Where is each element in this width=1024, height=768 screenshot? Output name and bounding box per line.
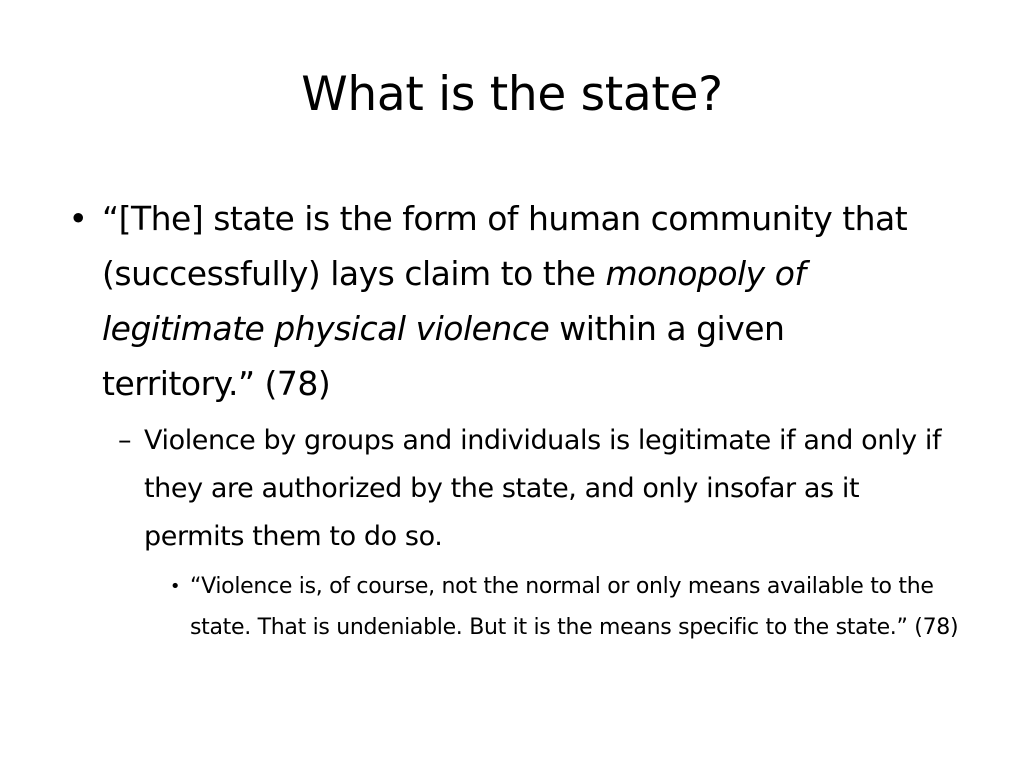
bullet-text-before: “[The] state is the form of human community that (successfully) lays claim to the — [102, 199, 908, 293]
sub-sub-bullet-text: “Violence is, of course, not the normal or only means available to the state. That is undeniable. But it is the means specific to the state.” (78) — [190, 574, 959, 640]
bullet-marker-icon: • — [169, 576, 181, 597]
sub-bullet-text: Violence by groups and individuals is legitimate if and only if they are authorized by the state, and only insofar as it permits them to do so. — [144, 425, 942, 552]
slide-title: What is the state? — [301, 67, 723, 122]
bullet-marker-icon: • — [68, 199, 88, 238]
dash-marker-icon: – — [118, 425, 132, 456]
bullet-text-after: within a given territory.” (78) — [102, 309, 785, 403]
bullet-item — [56, 191, 946, 411]
bullet-text-italic: monopoly of legitimate physical violence — [102, 254, 806, 348]
sub-bullet-item — [118, 417, 948, 561]
sub-sub-bullet-item — [160, 566, 960, 648]
bullet-text — [100, 191, 946, 411]
